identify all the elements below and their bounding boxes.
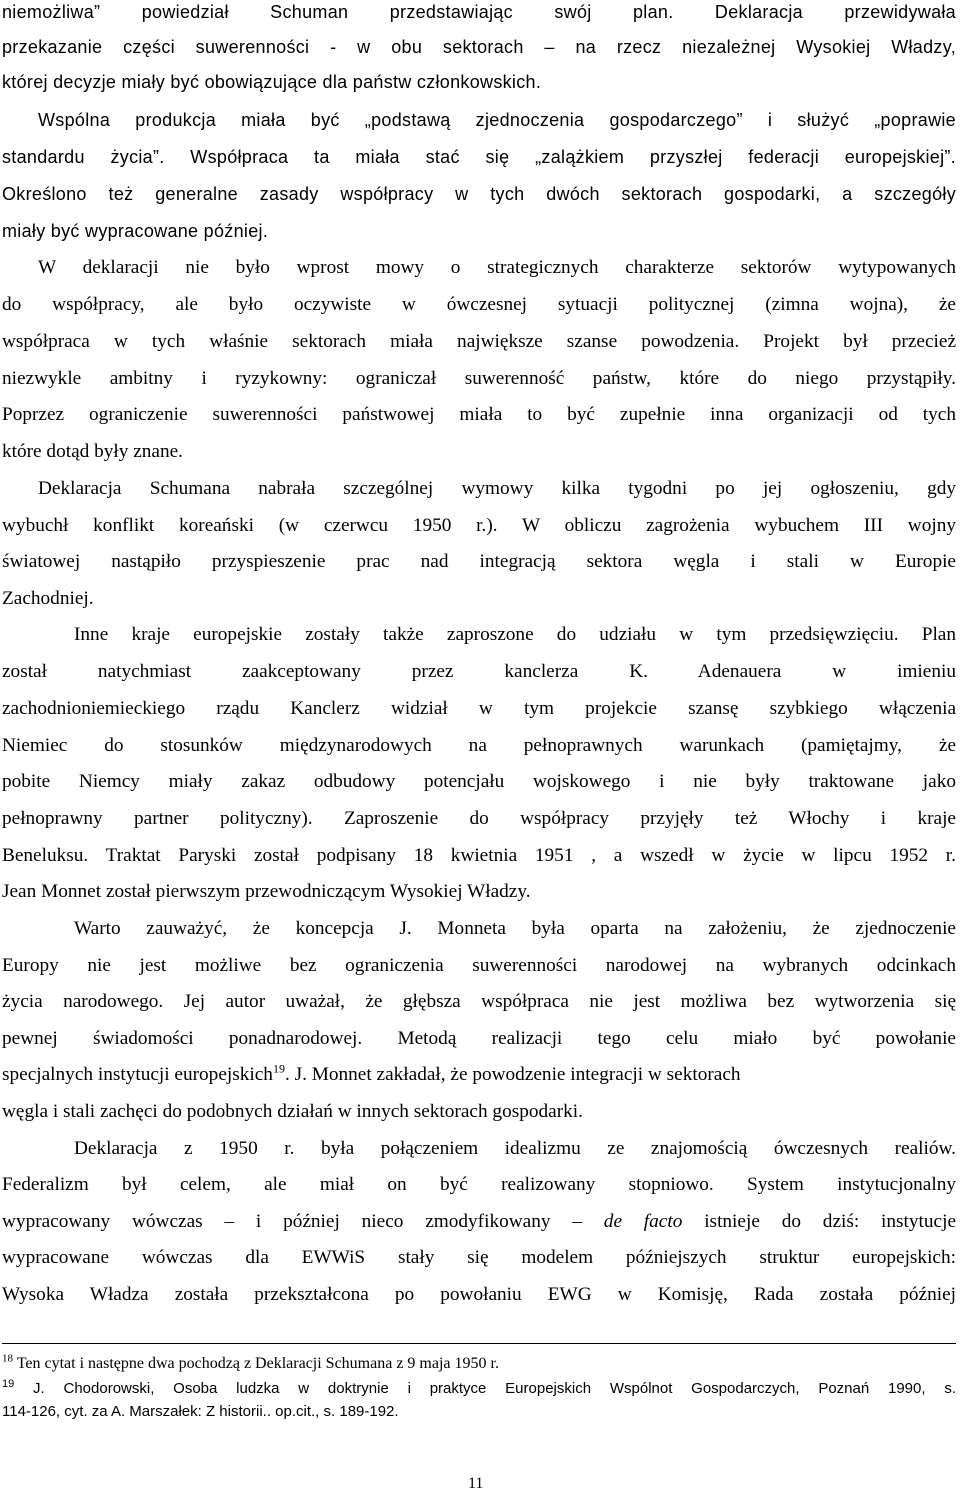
text-line xyxy=(2,1210,956,1234)
text-line: do współpracy, ale było oczywiste w ówczesnej sytuacji politycznej (zimna wojna), że xyxy=(2,294,956,315)
text-line: Europy nie jest możliwe bez ograniczenia suwerenności narodowej na wybranych odcinkach xyxy=(2,955,956,976)
text-line: miały być wypracowane później. xyxy=(2,221,269,241)
text-line: której decyzje miały być obowiązujące dla państw członkowskich. xyxy=(2,72,542,92)
footnote xyxy=(2,1379,956,1399)
footnote xyxy=(2,1354,956,1374)
text-line: Deklaracja Schumana nabrała szczególnej wymowy kilka tygodni po jej ogłoszeniu, gdy xyxy=(38,478,956,499)
text-line: został natychmiast zaakceptowany przez kanclerza K. Adenauera w imieniu xyxy=(2,661,956,682)
text-line: W deklaracji nie było wprost mowy o strategicznych charakterze sektorów wytypowanych xyxy=(38,257,956,278)
italic-term: de facto xyxy=(603,1211,683,1232)
text-line: pobite Niemcy miały zakaz odbudowy potencjału wojskowego i nie były traktowane jako xyxy=(2,771,956,792)
text-line: Warto zauważyć, że koncepcja J. Monneta była oparta na założeniu, że zjednoczenie xyxy=(74,918,956,939)
text-line: węgla i stali zachęci do podobnych działań w innych sektorach gospodarki. xyxy=(2,1101,583,1122)
text-line: wybuchł konflikt koreański (w czerwcu 1950 r.). W obliczu zagrożenia wybuchem III wojny xyxy=(2,515,956,536)
text-line: Beneluksu. Traktat Paryski został podpisany 18 kwietnia 1951 , a wszedł w życie w lipcu 1952 r. xyxy=(2,845,956,866)
text-line: pełnoprawny partner polityczny). Zaproszenie do współpracy przyjęły też Włochy i kraje xyxy=(2,808,956,829)
text-line: Wysoka Władza została przekształcona po powołaniu EWG w Komisję, Rada została później xyxy=(2,1284,956,1305)
footnote-separator xyxy=(2,1343,956,1344)
text-line: które dotąd były znane. xyxy=(2,441,183,462)
text-run: specjalnych instytucji europejskich xyxy=(2,1064,273,1085)
text-line xyxy=(2,1063,956,1087)
document-page xyxy=(2,0,956,1493)
text-line: przekazanie części suwerenności - w obu sektorach – na rzecz niezależnej Wysokiej Władzy, xyxy=(2,37,956,57)
text-line: Niemiec do stosunków międzynarodowych na pełnoprawnych warunkach (pamiętajmy, że xyxy=(2,735,956,756)
text-line: wypracowane wówczas dla EWWiS stały się modelem późniejszych struktur europejskich: xyxy=(2,1247,956,1268)
text-line: współpraca w tych właśnie sektorach miała największe szanse powodzenia. Projekt był przecież xyxy=(2,331,956,352)
footnote-number: 18 xyxy=(2,1352,13,1365)
text-line: Inne kraje europejskie zostały także zaproszone do udziału w tym przedsięwzięciu. Plan xyxy=(74,624,956,645)
text-line: niemożliwa” powiedział Schuman przedstawiając swój plan. Deklaracja przewidywała xyxy=(2,2,956,22)
text-line: niezwykle ambitny i ryzykowny: ograniczał suwerenność państw, które do niego przystąpiły. xyxy=(2,368,956,389)
text-line: życia narodowego. Jej autor uważał, że głębsza współpraca nie jest możliwa bez wytworzenia się xyxy=(2,991,956,1012)
footnote-continued: 114-126, cyt. za A. Marszałek: Z historii.. op.cit., s. 189-192. xyxy=(2,1403,399,1420)
text-line: Określono też generalne zasady współpracy w tych dwóch sektorach gospodarki, a szczegóły xyxy=(2,184,956,204)
text-line: światowej nastąpiło przyspieszenie prac nad integracją sektora węgla i stali w Europie xyxy=(2,551,956,572)
text-line: Wspólna produkcja miała być „podstawą zjednoczenia gospodarczego” i służyć „poprawie xyxy=(38,110,956,130)
text-line: Jean Monnet został pierwszym przewodniczącym Wysokiej Władzy. xyxy=(2,881,531,902)
text-line: standardu życia”. Współpraca ta miała stać się „zalążkiem przyszłej federacji europejskiej”. xyxy=(2,147,956,167)
text-line: Poprzez ograniczenie suwerenności państwowej miała to być zupełnie inna organizacji od tych xyxy=(2,404,956,425)
text-line: Deklaracja z 1950 r. była połączeniem idealizmu ze znajomością ówczesnych realiów. xyxy=(74,1138,956,1159)
text-run: wypracowany wówczas – i później nieco zmodyfikowany – xyxy=(2,1211,582,1232)
footnote-number: 19 xyxy=(2,1378,15,1390)
footnote-ref[interactable]: 19 xyxy=(272,1061,285,1076)
text-run: istnieje do dziś: instytucje xyxy=(704,1211,957,1232)
text-line: Zachodniej. xyxy=(2,588,94,609)
text-line: zachodnioniemieckiego rządu Kanclerz widział w tym projekcie szansę szybkiego włączenia xyxy=(2,698,956,719)
text-line: Federalizm był celem, ale miał on być realizowany stopniowo. System instytucjonalny xyxy=(2,1174,956,1195)
text-line: pewnej świadomości ponadnarodowej. Metodą realizacji tego celu miało być powołanie xyxy=(2,1028,956,1049)
footnote-text: Ten cytat i następne dwa pochodzą z Deklaracji Schumana z 9 maja 1950 r. xyxy=(16,1355,499,1372)
footnote-text: J. Chodorowski, Osoba ludzka w doktrynie i praktyce Europejskich Wspólnot Gospodarczych, Poznań 1990, s. xyxy=(33,1380,956,1397)
page-number: 11 xyxy=(468,1475,484,1492)
text-run: . J. Monnet zakładał, że powodzenie integracji w sektorach xyxy=(284,1064,741,1085)
